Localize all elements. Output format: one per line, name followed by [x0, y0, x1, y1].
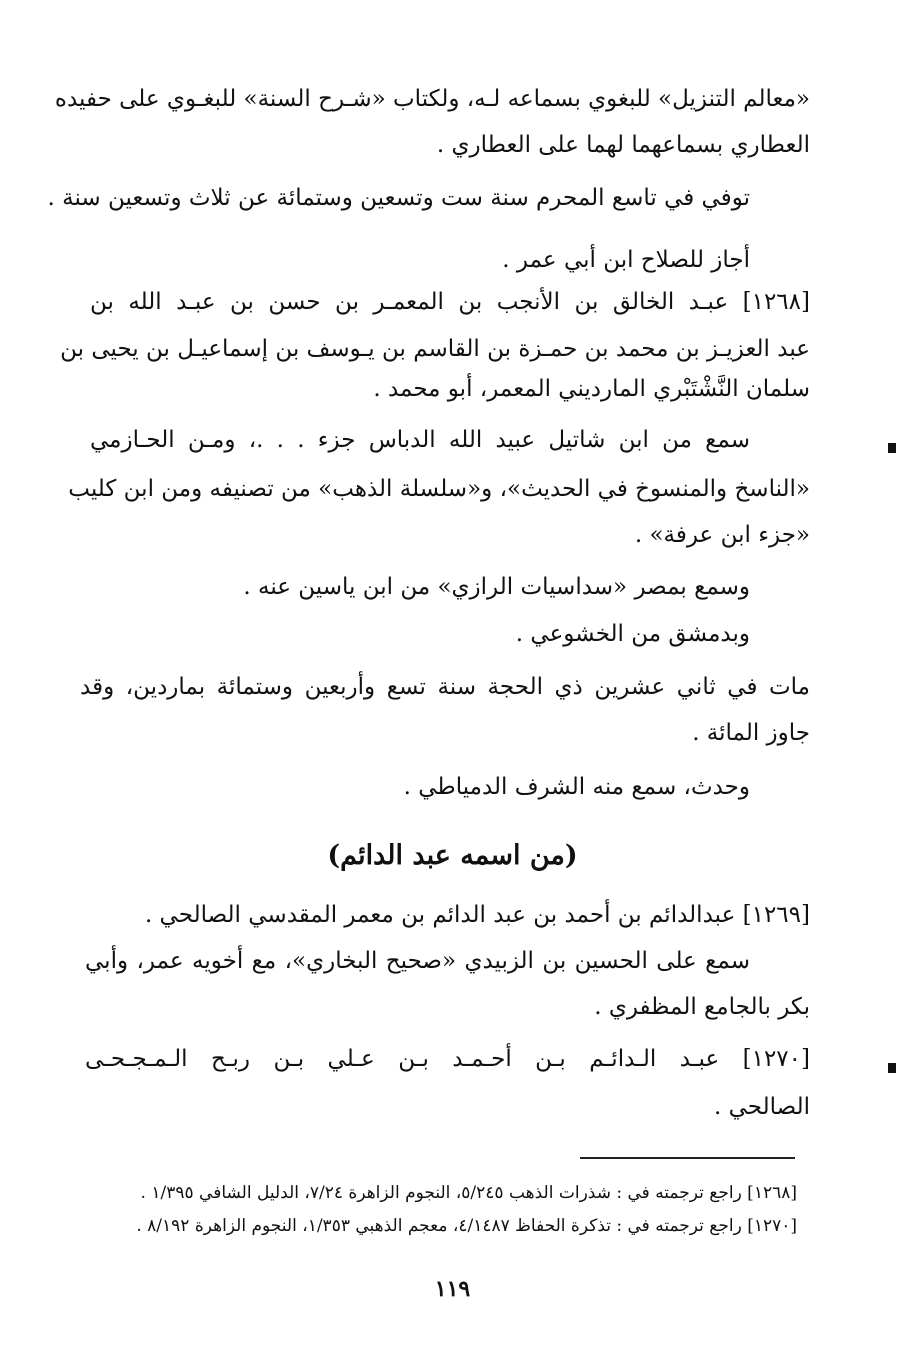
- entry-1268-line-2: عبد العزيـز بن محمد بن حمـزة بن القاسم بن يـوسف بن إسماعيـل بن يحيى بن: [60, 336, 810, 362]
- margin-mark-bottom: [888, 1063, 896, 1073]
- margin-mark-top: [888, 443, 896, 453]
- text-line-10: «جزء ابن عرفة» .: [634, 522, 810, 548]
- footnote-1270: [١٢٧٠] راجع ترجمته في : تذكرة الحفاظ ٤/١٤٨٧، معجم الذهبي ١/٣٥٣، النجوم الزاهرة ٨/١٩٢ .: [136, 1216, 797, 1236]
- text-line-14: جاوز المائة .: [692, 720, 810, 746]
- text-line-12: وبدمشق من الخشوعي .: [515, 621, 750, 647]
- text-line-9: «الناسخ والمنسوخ في الحديث»، و«سلسلة الذهب» من تصنيفه ومن ابن كليب: [68, 476, 810, 502]
- page-number: ١١٩: [434, 1276, 471, 1302]
- text-line-13: مات في ثاني عشرين ذي الحجة سنة تسع وأربعين وستمائة بماردين، وقد: [80, 674, 810, 700]
- text-line-4: أجاز للصلاح ابن أبي عمر .: [502, 247, 750, 273]
- text-line-2: العطاري بسماعهما لهما على العطاري .: [436, 132, 810, 158]
- section-heading: (من اسمه عبد الدائم): [327, 840, 578, 871]
- footnote-rule: [580, 1157, 795, 1159]
- text-line-3: توفي في تاسع المحرم سنة ست وتسعين وستمائة عن ثلاث وتسعين سنة .: [47, 185, 750, 211]
- entry-1268-line-1: [١٢٦٨] عبـد الخالق بن الأنجب بن المعمـر بن حسن بن عبـد الله بن: [90, 289, 810, 315]
- entry-1270-line-1: [١٢٧٠] عبـد الـدائـم بـن أحـمـد بـن عـلي بـن ربـح الـمـجـحـى: [85, 1046, 810, 1072]
- entry-1269-line-3: بكر بالجامع المظفري .: [594, 994, 810, 1020]
- text-line-11: وسمع بمصر «سداسيات الرازي» من ابن ياسين عنه .: [243, 574, 750, 600]
- text-line-15: وحدث، سمع منه الشرف الدمياطي .: [403, 774, 750, 800]
- text-line-1: «معالم التنزيل» للبغوي بسماعه لـه، ولكتاب «شـرح السنة» للبغـوي على حفيده: [54, 86, 810, 112]
- text-line-8: سمع من ابن شاتيل عبيد الله الدباس جزء . . .، ومـن الحـازمي: [90, 427, 750, 453]
- entry-1269-line-1: [١٢٦٩] عبدالدائم بن أحمد بن عبد الدائم بن معمر المقدسي الصالحي .: [144, 902, 810, 928]
- footnote-1268: [١٢٦٨] راجع ترجمته في : شذرات الذهب ٥/٢٤٥، النجوم الزاهرة ٧/٢٤، الدليل الشافي ١/٣٩٥ .: [140, 1183, 797, 1203]
- entry-1268-line-3: سلمان النَّشْتَبْري المارديني المعمر، أبو محمد .: [373, 376, 810, 402]
- entry-1270-line-2: الصالحي .: [714, 1094, 810, 1120]
- entry-1269-line-2: سمع على الحسين بن الزبيدي «صحيح البخاري»، مع أخويه عمر، وأبي: [85, 948, 750, 974]
